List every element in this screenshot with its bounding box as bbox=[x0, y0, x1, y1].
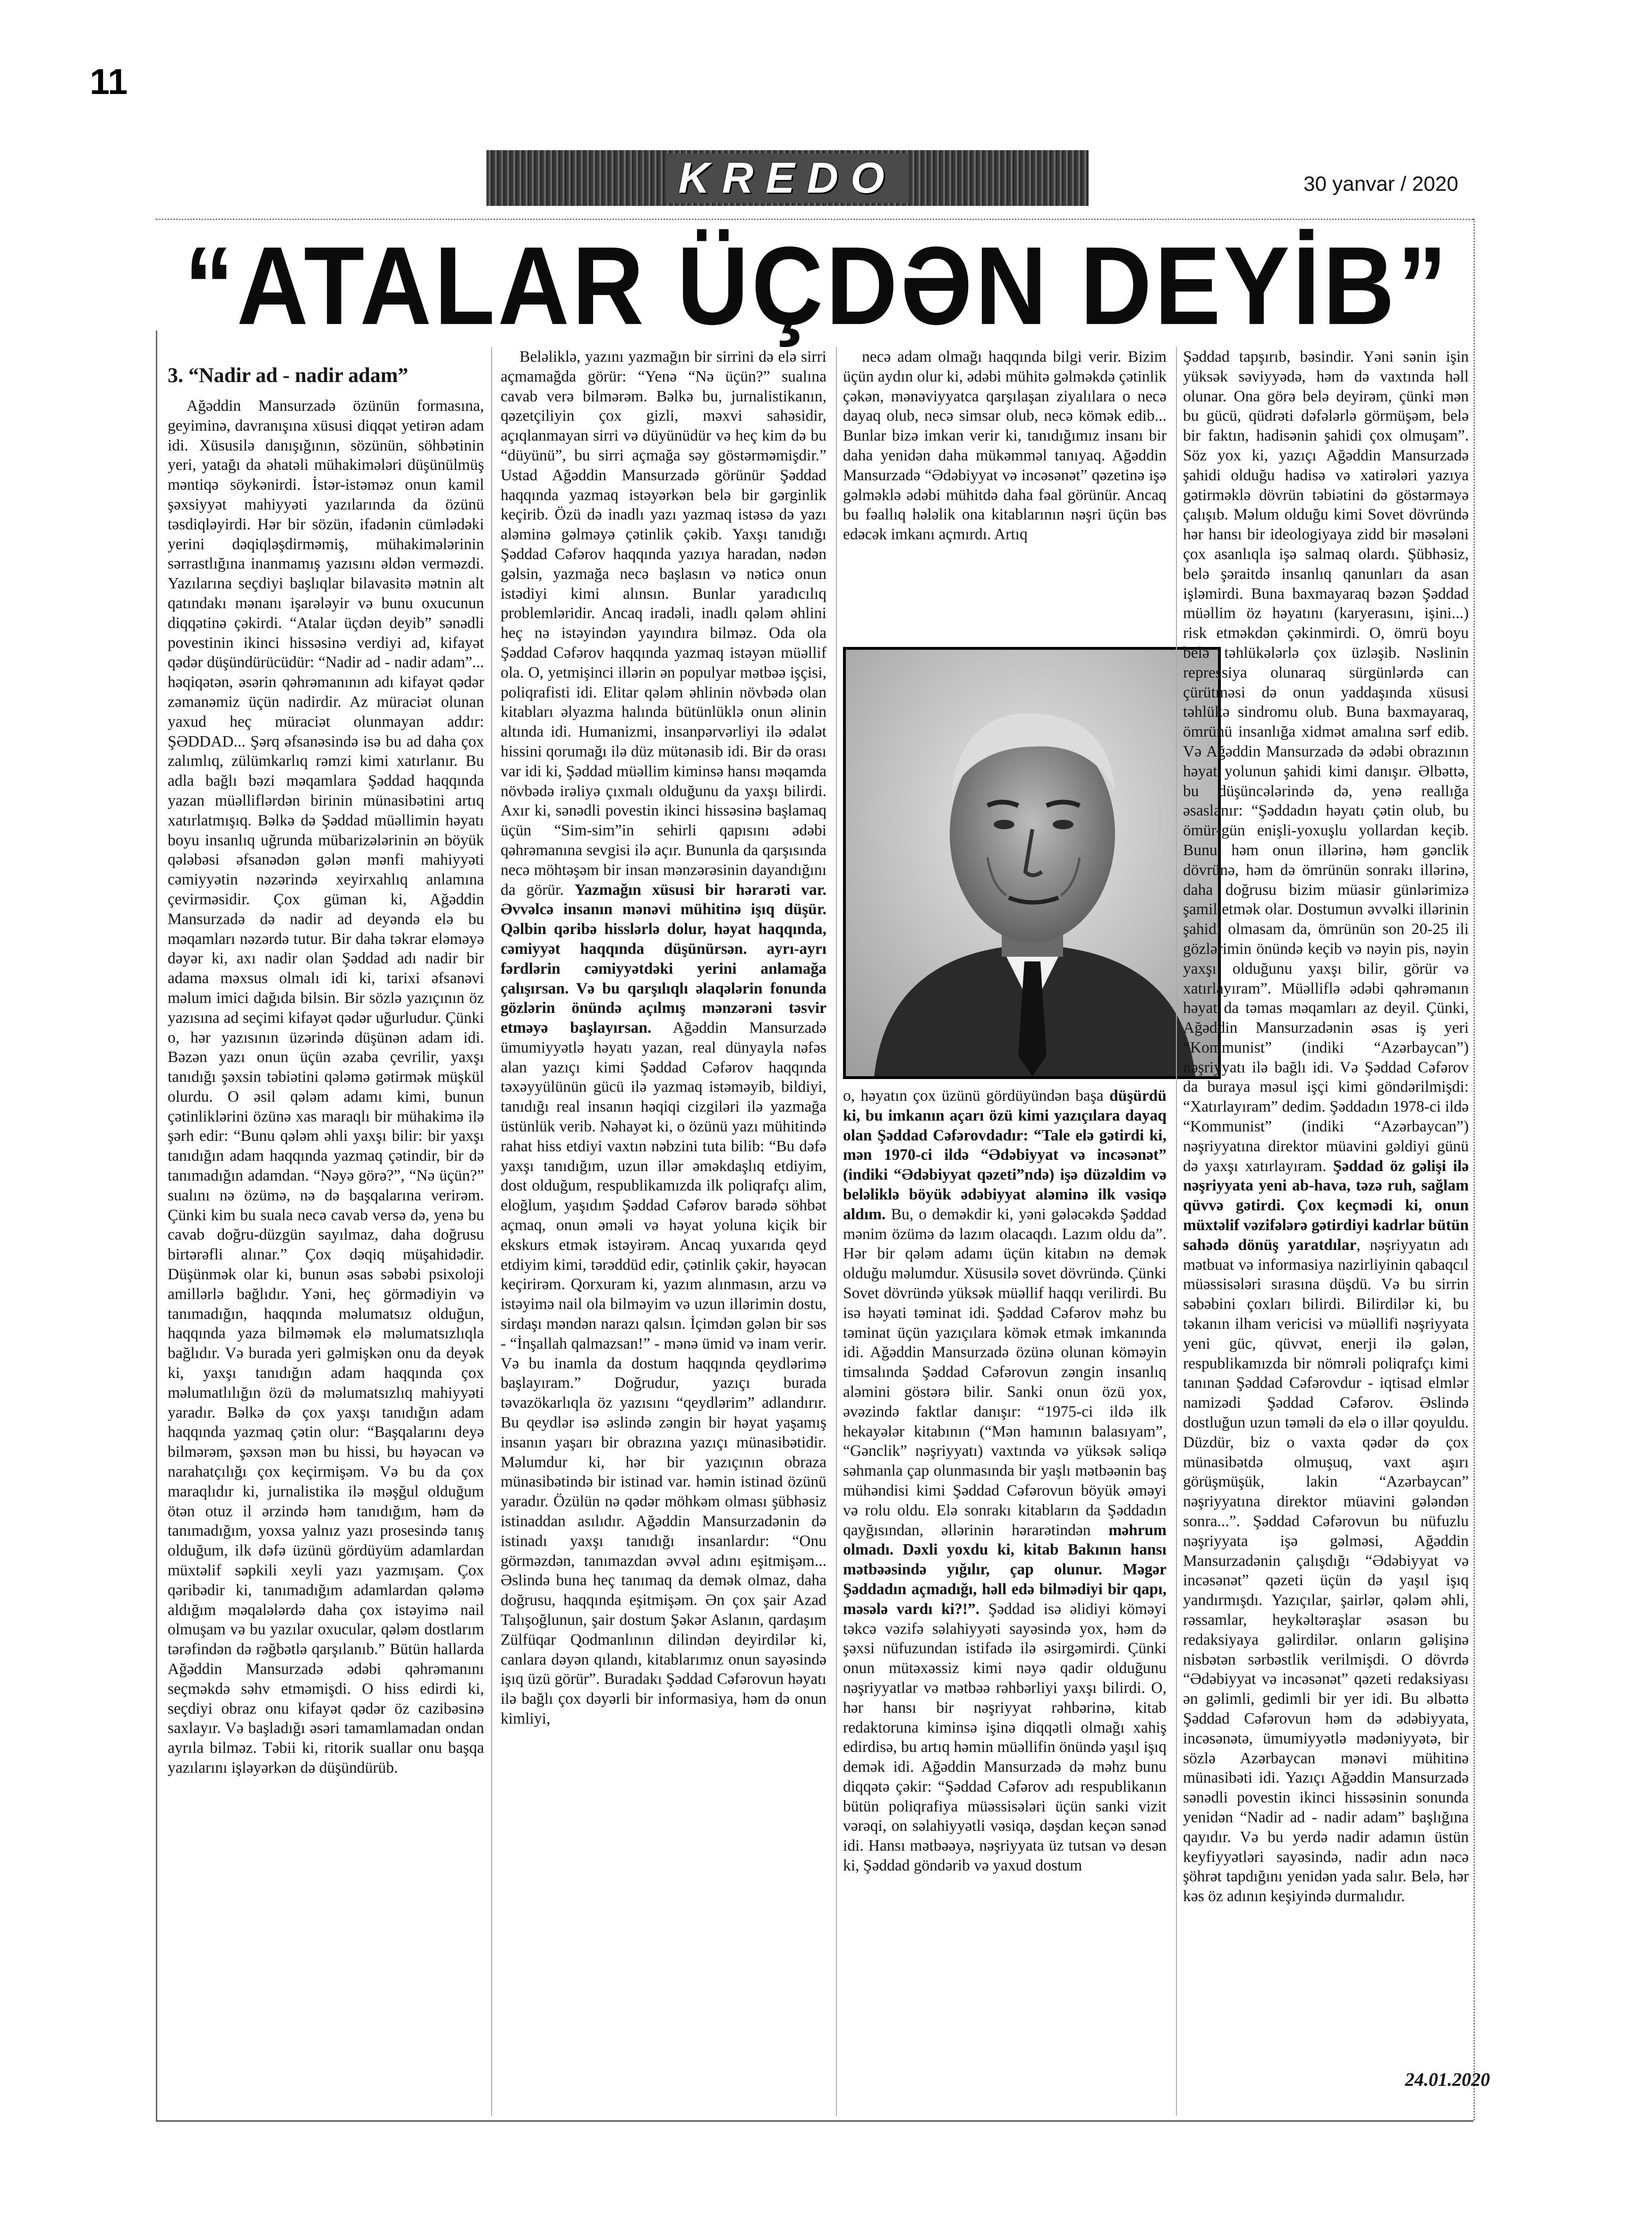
column-text: Beləliklə, yazını yazmağın bir sirrini də elə sirri açmamağda görür: “Yenə “Nə üçün?” sualına cavab verə bilmərəm. Bəlkə bu, jurnalistikanın, qəzetçiliyin çox gizli, məxvi sahəsidir, açıqlanmayan sirri və düyünüdür və heç kim də bu “düyünü”, bu sirri açmağa səy göstərməmişdir.” Ustad Ağəddin Mansurzadə görünür Şəddad haqqında yazmaq istəyərkən belə bir gərginlik keçirib. Özü də inadlı yazı yazmaq istəsə də yazı aləminə gəlməyə çətinlik çəkib. Yaxşı tanıdığı Şəddad Cəfərov haqqında yazıya haradan, nədən gəlsin, yazmağa necə başlasın və nəticə onun istədiyi kimi alınsın. Bunlar yaradıcılıq problemləridir. Ancaq iradəli, inadlı qələm əhlini heç nə istəyindən yayındıra bilməz. Oda ola Şəddad Cəfərov haqqında yazmaq istəyən müəllif ola. O, yetmişinci illərin ən populyar mətbəə işçisi, poliqrafisti idi. Elitar qələm əhlinin növbədə olan kitabları əlyazma halında bütünlüklə onun əlinin altında idi. Humanizmi, insanpərvərliyi ilə ədalət hissini qorumağı ilə düz mütənasib idi. Bir də orası var idi ki, Şəddad müəllim kiminsə hansı məqamda növbədə irəliyə çıxmalı olduğunu da yaxşı bilirdi. Axır ki, sənədli povestin ikinci hissəsinə başlamaq üçün “Sim-sim”in sehirli qapısını ədəbi qəhrəmanına sevgisi ilə açır. Bununla da qarşısında necə möhtəşəm bir insan mənzərəsinin dayandığını da görür. Yazmağın xüsusi bir hərarəti var. Əvvəlcə insanın mənəvi mühitinə işıq düşür. Qəlbin qəribə hisslərlə dolur, həyat haqqında, cəmiyyət haqqında düşünürsən. ayrı-ayrı fərdlərin cəmiyyətdəki yerini anlamağa çalışırsan. Və bu qarşılıqlı əlaqələrin fonunda gözlərin önündə açılmış mənzərəni təsvir etməyə başlayırsan. Ağəddin Mansurzadə ümumiyyətlə həyatı yazan, real dünyayla nəfəs alan yazıçı kimi Şəddad Cəfərov haqqında təxəyyülünün gücü ilə yazmaq istəməyib, bildiyi, tanıdığı real insanın həqiqi cizgiləri ilə yazmağa üstünlük verib. Nəhayət ki, o özünü yazı mühitində rahat hiss etdiyi vaxtın nəbzini tuta bilib: “Bu dəfə yaxşı tanıdığım, uzun illər əməkdaşlıq etdiyim, dost olduğum, respublikamızda ilk poliqrafçı alim, eloğlum, yaşıdım Şəddad Cəfərov barədə söhbət açmaq, onun əməli və həyat yoluna kiçik bir ekskurs etmək istəyirəm. Ancaq yuxarıda qeyd etdiyim kimi, tərəddüd edir, çətinlik çəkir, həyəcan keçirirəm. Qorxuram ki, yazım alınmasın, arzu və istəyimə nail ola bilməyim və uzun illərimin dostu, sirdaşı məndən narazı qalsın. İçimdən gələn bir səs - “İnşallah qalmazsan!” - mənə ümid və inam verir. Və bu inamla da dostum haqqında qeydlərimə başlayıram.” Doğrudur, yazıçı burada təvazökarlıqla öz yazısını “qeydlərim” adlandırır. Bu qeydlər isə əslində zəngin bir həyat yaşamış insanın yaşarı bir obrazına yazıçı münasibətidir. Məlumdur ki, hər bir yazıçının obraza münasibətində bir istinad var. həmin istinad özünü yaradır. Özülün nə qədər möhkəm olması şübhəsiz istinaddan asılıdır. Ağəddin Mansurzadənin də istinadı yaxşı tanıdığı insanlardır: “Onu görməzdən, tanımazdan əvvəl adını eşitmişəm... Əslində buna heç tanımaq da demək olmaz, daha doğrusu, haqqında eşitmişəm. Ən çox şair Azad Talışoğlunun, şair dostum Şəkər Aslanın, qardaşım Zülfüqar Qodmanlının dilindən deyirdilər ki, canlara dəyən qılandı, kitablarımız onun sayəsində işıq üzü görür”. Buradakı Şəddad Cəfərovun həyatı ilə bağlı çox dəyərli bir informasiya, həm də onun kimliyi, bbox=[501, 348, 826, 1727]
article-column-3-top bbox=[843, 347, 1167, 640]
page-number: 11 bbox=[90, 62, 128, 102]
masthead-title: KREDO bbox=[666, 153, 909, 203]
column-text: Ağəddin Mansurzadə özünün formasına, geyiminə, davranışına xüsusi diqqət yetirən adam idi. Xüsusilə danışığının, sözünün, söhbətinin yeri, yatağı da əhatəli mühakimələri düşünülmüş məntiqə söykənirdi. İstər-istəməz onun kamil şəxsiyyət mahiyyəti yazılarında da özünü təsdiqləyirdi. Hər bir sözün, ifadənin cümlədəki yerini dəqiqləşdirməmiş, mühakimələrinin sərrastlığına inanmamış yazısını əldən verməzdi. Yazılarına seçdiyi başlıqlar bilavasitə mətnin alt qatındakı mənanı işarələyir və bunu oxucunun diqqətinə çəkirdi. “Atalar üçdən deyib” sənədli povestinin ikinci hissəsinə verdiyi ad, kifayət qədər düşündürücüdür: “Nadir ad - nadir adam”... həqiqətən, əsərin qəhrəmanının adı kifayət qədər zəmanəmiz üçün nadirdir. Az müraciət olunan yaxud heç müraciət olunmayan addır: ŞƏDDAD... Şərq əfsanəsində isə bu ad daha çox zalımlıq, zülümkarlıq rəmzi kimi xatırlanır. Bu adla bağlı bəzi məqamlara Şəddad haqqında yazan müəlliflərdən birinin münasibətini artıq xatırlatmışıq. Bəlkə də Şəddad müəllimin həyatı boyu insanlıq uğrunda mübarizələrinin ən böyük qələbəsi əfsanədən gələn mənfi mahiyyəti cəmiyyətin nəzərində xeyirxahlıq anlamına çevirməsidir. Çox güman ki, Ağəddin Mansurzadə də nadir ad deyəndə elə bu məqamları nəzərdə tutur. Bir daha təkrar eləməyə dəyər ki, axı nadir olan Şəddad adı nadir bir adama məxsus olmalı idi ki, tarixi əfsanəvi məlum imici dağıda bilsin. Bir sözlə yazıçının öz yazısına ad seçimi kifayət qədər uğurludur. Çünki o, hər yazısının üzərində düşünən adam idi. Bəzən yazı onun üçün əzaba çevrilir, yaxşı tanıdığı şəxsin təbiətini qələmə gətirmək müşkül olurdu. O əsil qələm adamı kimi, bunun çətinliklərini özünə xas maraqlı bir mühakimə ilə şərh edir: “Bunu qələm əhli yaxşı bilir: bir yaxşı tanıdığın adam haqqında yazmaq çətindir, bir də tanımadığın adamdan. “Nəyə görə?”, “Nə üçün?” sualını nə özümə, nə də başqalarına verirəm. Çünki kim bu suala necə cavab versə də, yenə bu cavab doğru-düzgün sayılmaz, daha doğrusu birtərəfli alınar.” Çox dəqiq müşahidədir. Düşünmək olar ki, bunun əsas səbəbi psixoloji amillərlə bağlıdır. Yəni, heç görmədiyin və tanımadığın, haqqında məlumatsız olduğun, haqqında yaza bilməmək elə məlumatsızlıqla bağlıdır. Və burada yeri gəlmişkən onu da deyək ki, yaxşı tanıdığın adam haqqında çox məlumatlılığın özü də məlumatsızlıq mahiyyəti yaradır. Bəlkə də çox yaxşı tanıdığın adam haqqında yazmaq çətin olur: “Başqalarını deyə bilmərəm, şəxsən mən bu hissi, bu həyəcan və narahatçılığı çox keçirmişəm. Və bu da çox maraqlıdır ki, jurnalistika ilə məşğul olduğum ötən otuz il ərzində həm tanıdığım, həm də tanımadığım, yoxsa yalnız yazı prosesində tanış olduğum, ilk dəfə üzünü gördüyüm adamlardan müxtəlif səpkili xeyli yazı yazmışam. Çox qəribədir ki, tanımadığım adamlardan qələmə aldığım məqalələrdə daha çox istəyimə nail olmuşam və bu yazılar oxucular, qələm dostlarım tərəfindən də rəğbətlə qarşılanıb.” Bütün hallarda Ağəddin Mansurzadə ədəbi qəhrəmanını seçməkdə səhv etməmişdi. O hiss edirdi ki, seçdiyi obraz onu kifayət qədər öz cazibəsinə saxlayır. Və başladığı əsəri tamamlamadan ondan ayrıla bilməz. Təbii ki, ritorik suallar onu başqa yazılarını işləyərkən də düşündürüb. bbox=[168, 397, 484, 1776]
article-headline: “ATALAR ÜÇDƏN DEYİB” bbox=[184, 223, 1450, 348]
masthead-banner bbox=[486, 150, 1089, 206]
left-rule bbox=[156, 331, 157, 2120]
column-text: necə adam olmağı haqqında bilgi verir. Bizim üçün aydın olur ki, ədəbi mühitə gəlməkdə çətinlik çəkən, mənəviyyatca qarşılaşan ziyalılara o necə dayaq olub, necə simsar olub, necə kömək edib... Bunlar bizə imkan verir ki, tanıdığımız insanı bir daha yenidən daha mükəmməl tanıyaq. Ağəddin Mansurzadə “Ədəbiyyat və incəsənət” qəzetinə işə gəlməklə ədəbi mühitdə daha fəal görünür. Ancaq bu fəallıq hələlik ona kitablarının nəşri üçün bəs edəcək imkanı açmırdı. Artıq bbox=[843, 348, 1167, 544]
column-text: o, həyatın çox üzünü gördüyündən başa düşürdü ki, bu imkanın açarı özü kimi yazıçılara dayaq olan Şəddad Cəfərovdadır: “Tale elə gətirdi ki, mən 1970-ci ildə “Ədəbiyyat və incəsənət” (indiki “Ədəbiyyat qəzeti”ndə) işə düzəldim və beləliklə böyük ədəbiyyat aləminə ilk vəsiqə aldım. Bu, o deməkdir ki, yəni gələcəkdə Şəddad mənim özümə də lazım olacaqdı. Lazım oldu da”. Hər bir qələm adamı üçün kitabın nə demək olduğu məlumdur. Xüsusilə sovet dövründə. Çünki Sovet dövründə yüksək müəllif haqqı verilirdi. Bu isə həyati təminat idi. Şəddad Cəfərov məhz bu təminat üçün yazıçılara kömək etmək imkanında idi. Ağəddin Mansurzadə özünə olunan köməyin timsalında Şəddad Cəfərovun zəngin insanlıq aləmini göstərə bilir. Sanki onun özü yox, əvəzində faktlar danışır: “1975-ci ildə ilk hekayələr kitabının (“Mən hamının balasıyam”, “Gənclik” nəşriyyatı) vaxtında və yüksək səliqə səhmanla çap olunmasında bir yaşlı mətbəənin baş mühəndisi kimi Şəddad Cəfərovun böyük əməyi və rolu oldu. Elə sonrakı kitabların da Şəddadın qayğısından, əllərinin hərarətindən məhrum olmadı. Dəxli yoxdu ki, kitab Bakının hansı mətbəəsində yığılır, çap olunur. Məgər Şəddadın açmadığı, həll edə bilmədiyi bir qapı, məsələ vardı ki?!”. Şəddad isə əlidiyi köməyi təkcə vəzifə səlahiyyəti sayəsində yox, həm də şəxsi nüfuzundan istifadə ilə əsirgəmirdi. Çünki onun mütəxəssiz kimi nəyə qadir olduğunu nəşriyyatlar və mətbəə rəhbərliyi yaxşı bilirdi. O, hər hansı bir nəşriyyat rəhbərinə, kitab redaktoruna kiminsə işinə diqqətli olmağı xahiş edirdisə, bu artıq həmin müəllifin önündə yaşıl işıq demək idi. Ağəddin Mansurzadə də məhz bunu diqqətə çəkir: “Şəddad Cəfərov adı respublikanın bütün poliqrafiya müəssisələri üçün sanki vizit vərəqi, on səlahiyyətli vəsiqə, dəşdan keçən sənəd idi. Hansı mətbəəyə, nəşriyyata üz tutsan və desən ki, Şəddad göndərib və yaxud dostum bbox=[843, 1087, 1167, 1875]
article-column-2 bbox=[501, 347, 826, 2111]
column-divider bbox=[491, 347, 492, 2116]
article-date: 24.01.2020 bbox=[1405, 2069, 1490, 2090]
article-column-1 bbox=[168, 347, 484, 2111]
section-heading: 3. “Nadir ad - nadir adam” bbox=[168, 364, 409, 387]
column-text: Şəddad tapşırıb, bəsindir. Yəni sənin işin yüksək səviyyədə, həm də vaxtında həll olunar. Ona görə belə deyirəm, çünki mən bu gücü, qüdrəti dəfələrlə görmüşəm, belə bir faktın, hadisənin şahidi çox olmuşam”. Söz yox ki, yazıçı Ağəddin Mansurzadə şahidi olduğu hadisə və xatirələri yazıya gətirməklə dövrün təbiətini də göstərməyə çalışıb. Məlum olduğu kimi Sovet dövründə hər hansı bir ideologiyaya zidd bir məsələni çox asanlıqla işə salmaq olardı. Şübhəsiz, belə şəraitdə insanlıq qanunları da asan işləmirdi. Buna baxmayaraq bəzən Şəddad müəllim öz həyatını (karyerasını, işini...) risk etməkdən çəkinmirdi. O, ömrü boyu belə təhlükələrlə çox üzləşib. Nəslinin repressiya olunaraq sürgünlərdə can çürütməsi də onun yaddaşında xüsusi təhlükə sindromu olub. Buna baxmayaraq, ömrünü insanlığa xidmət amalına sərf edib. Və Ağəddin Mansurzadə də ədəbi obrazının həyat yolunun şahidi kimi danışır. Əlbəttə, bu düşüncələrində də, yenə reallığa əsaslanır: “Şəddadın həyatı çətin olub, bu ömür-gün enişli-yoxuşlu yollardan keçib. Bunu həm onun illərinə, həm gənclik dövrünə, həm də ömrünün sonrakı illərinə, daha doğrusu bizim müasir günlərimizə şamil etmək olar. Dostumun əvvəlki illərinin şahidi olmasam da, ömrünün son 20-25 ili gözlərimin önündə keçib və nəyin pis, nəyin yaxşı olduğunu yaxşı bilir, görür və xatırlayıram”. Müəlliflə ədəbi qəhrəmanın həyat da təmas məqamları az deyil. Çünki, Ağəddin Mansurzadənin əsas iş yeri “Kommunist” (indiki “Azərbaycan”) nəşriyyatı ilə bağlı idi. Və Şəddad Cəfərov da buraya məsul işçi kimi göndərilmişdi: “Xatırlayıram” dedim. Şəddadın 1978-ci ildə “Kommunist” (indiki “Azərbaycan”) nəşriyyatına direktor müavini gəldiyi günü də yaxşı xatırlayıram. Şəddad öz gəlişi ilə nəşriyyata yeni ab-hava, təzə ruh, sağlam qüvvə gətirdi. Çox keçmədi ki, onun müxtəlif vəzifələrə gətirdiyi kadrlar bütün sahədə dönüş yaratdılar, nəşriyyatın adı mətbuat və informasiya nazirliyinin qabaqcıl müəssisələri sırasına düşdü. Və bu sirrin səbəbini çoxları bilirdi. Bilirdilər ki, bu təkanın ilham vericisi və müəllifi nəşriyyata yeni güc, qüvvət, enerji ilə gələn, respublikamızda bir nömrəli poliqrafçı kimi tanınan Şəddad Cəfərovdur - iqtisad elmlər namizədi Şəddad Cəfərov. Əslində dostluğun uzun təməli də elə o illər qoyuldu. Düzdür, biz o vaxta qədər də çox münasibətdə olmuşuq, vaxt aşırı görüşmüşük, lakin “Azərbaycan” nəşriyyatına direktor müavini gələndən sonra...”. Şəddad Cəfərovun bu nüfuzlu nəşriyyata işə gəlməsi, Ağəddin Mansurzadənin çalışdığı “Ədəbiyyat və incəsənət” qəzeti üçün də yaşıl işıq yandırmışdı. Yazıçılar, şairlər, qələm əhli, rəssamlar, heykəltəraşlar əsasən bu redaksiyaya gəlirdilər. onların gəlişinə nisbətən sərbəstlik verilmişdi. O dövrdə “Ədəbiyyat və incəsənət” qəzeti redaksiyası ən gəlimli, gedimli bir yer idi. Bu əlbəttə Şəddad Cəfərovun həm də ədəbiyyata, incəsənətə, ümumiyyətlə mədəniyyətə, bir sözlə Azərbaycan mənəvi mühitinə münasibəti idi. Yazıçı Ağəddin Mansurzadə sənədli povestin ikinci hissəsinin sonunda yenidən “Nadir ad - nadir adam” başlığına qayıdır. Və bu yerdə nadir adamın üstün keyfiyyətləri sayəsində, nadir adın nəcə şöhrət tapdığını yenidən yada salır. Belə, hər kəs öz adının keşiyində durmalıdır. bbox=[1183, 348, 1469, 1905]
portrait-image bbox=[846, 650, 1218, 1076]
portrait-photo bbox=[843, 647, 1221, 1079]
article-column-3-bottom bbox=[843, 1086, 1167, 2111]
column-divider bbox=[836, 347, 837, 2116]
article-column-4 bbox=[1183, 347, 1469, 2057]
column-divider bbox=[1176, 347, 1177, 2116]
right-rule bbox=[1473, 219, 1475, 2120]
issue-date: 30 yanvar / 2020 bbox=[1303, 172, 1458, 196]
top-rule bbox=[156, 219, 1473, 220]
bottom-rule bbox=[156, 2120, 1473, 2122]
